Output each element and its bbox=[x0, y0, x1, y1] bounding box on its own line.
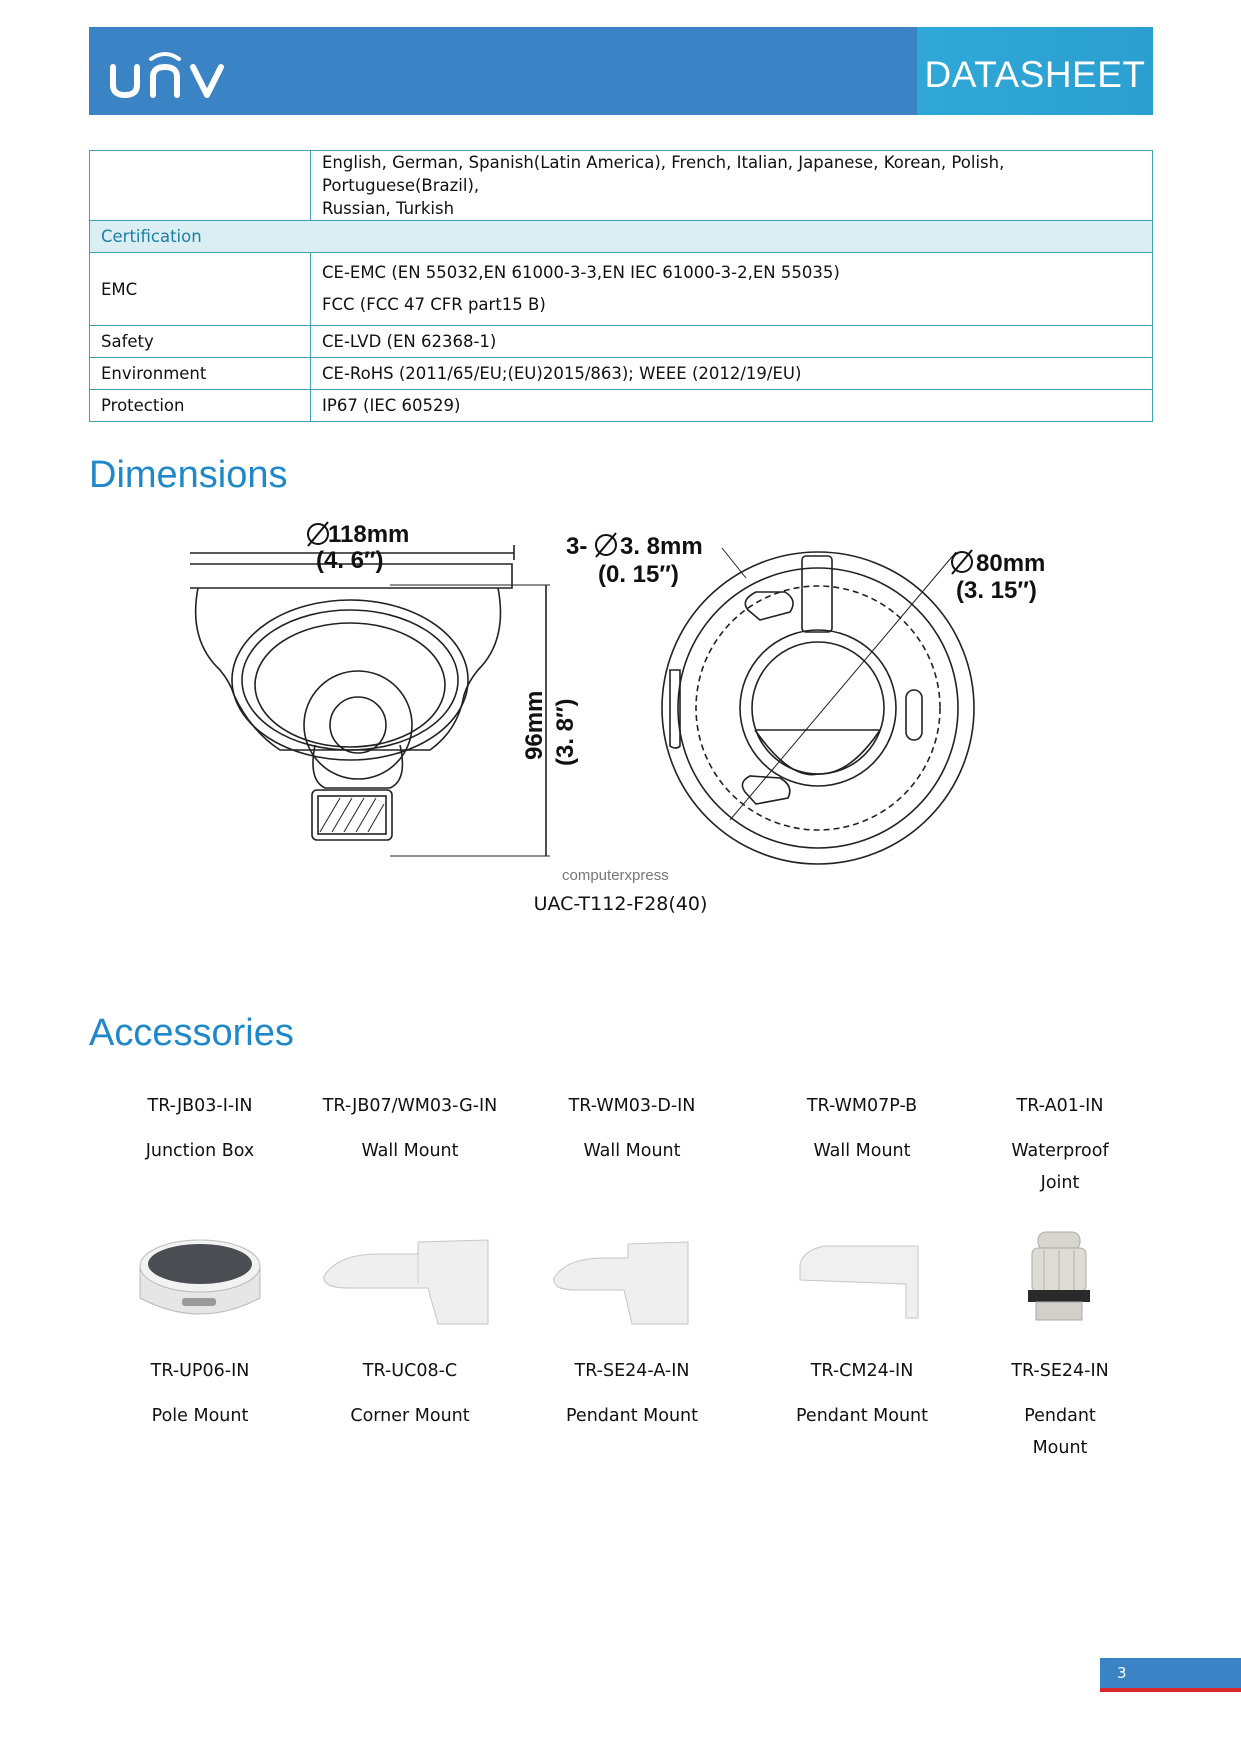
unv-logo bbox=[107, 45, 237, 105]
section-row bbox=[90, 221, 1153, 253]
accessory-item bbox=[542, 1355, 722, 1432]
table-row bbox=[90, 326, 1153, 358]
row-value: CE-LVD (EN 62368-1) bbox=[311, 326, 1153, 358]
accessory-name: Wall Mount bbox=[813, 1141, 911, 1161]
datasheet-label: DATASHEET bbox=[917, 27, 1153, 115]
wall-mount-image bbox=[318, 1228, 494, 1328]
width-in-label: (4. 6″) bbox=[316, 547, 384, 574]
table-row bbox=[90, 358, 1153, 390]
accessory-model: TR-UC08-C bbox=[362, 1361, 458, 1381]
hole-mm-label: 3. 8mm bbox=[620, 533, 703, 560]
accessory-item bbox=[300, 1090, 520, 1167]
accessory-model: TR-A01-IN bbox=[1016, 1096, 1104, 1116]
dimension-drawing bbox=[190, 520, 1070, 890]
accessory-item bbox=[542, 1090, 722, 1167]
accessory-item bbox=[772, 1355, 952, 1432]
row-value bbox=[311, 253, 1153, 326]
accessory-model: TR-SE24-IN bbox=[1011, 1361, 1109, 1381]
header-banner bbox=[89, 27, 1153, 115]
accessory-item bbox=[990, 1090, 1130, 1199]
accessory-model: TR-CM24-IN bbox=[810, 1361, 914, 1381]
accessory-model: TR-WM03-D-IN bbox=[568, 1096, 696, 1116]
base-in-label: (3. 15″) bbox=[956, 577, 1037, 604]
row-key: Safety bbox=[90, 326, 311, 358]
waterproof-joint-image bbox=[1024, 1228, 1094, 1324]
wall-mount-image bbox=[548, 1232, 720, 1332]
accessory-name: Pole Mount bbox=[151, 1406, 249, 1426]
languages-line: English, German, Spanish(Latin America), French, Italian, Japanese, Korean, Polish, Portuguese(Brazil), bbox=[322, 153, 1005, 195]
row-key: Protection bbox=[90, 390, 311, 422]
accessory-name: Wall Mount bbox=[583, 1141, 681, 1161]
accessory-name: Joint bbox=[1040, 1173, 1080, 1193]
accessory-name: Pendant bbox=[1024, 1406, 1096, 1426]
accessory-item bbox=[300, 1355, 520, 1432]
dimensions-heading: Dimensions bbox=[89, 454, 288, 496]
accessory-model: TR-JB07/WM03-G-IN bbox=[322, 1096, 498, 1116]
accessory-name: Waterproof bbox=[1011, 1141, 1109, 1161]
spec-table bbox=[89, 150, 1153, 422]
junction-box-image bbox=[134, 1226, 266, 1326]
table-row bbox=[90, 390, 1153, 422]
row-key: EMC bbox=[90, 253, 311, 326]
value-line: CE-EMC (EN 55032,EN 61000-3-3,EN IEC 61000-3-2,EN 55035) bbox=[322, 263, 840, 282]
svg-text:UNV: UNV bbox=[107, 45, 110, 46]
row-value: CE-RoHS (2011/65/EU;(EU)2015/863); WEEE (2012/19/EU) bbox=[311, 358, 1153, 390]
table-row bbox=[90, 151, 1153, 221]
empty-key-cell bbox=[90, 151, 311, 221]
accessory-model: TR-SE24-A-IN bbox=[574, 1361, 690, 1381]
accessories-heading: Accessories bbox=[89, 1012, 294, 1054]
value-line: FCC (FCC 47 CFR part15 B) bbox=[322, 295, 546, 314]
accessory-item bbox=[120, 1090, 280, 1167]
accessory-name: Junction Box bbox=[145, 1141, 255, 1161]
wall-mount-image bbox=[794, 1240, 926, 1320]
accessory-name: Mount bbox=[1032, 1438, 1088, 1458]
languages-cell bbox=[311, 151, 1153, 221]
row-value: IP67 (IEC 60529) bbox=[311, 390, 1153, 422]
accessory-model: TR-WM07P-B bbox=[806, 1096, 918, 1116]
page-number: 3 bbox=[1100, 1658, 1241, 1692]
section-certification: Certification bbox=[90, 221, 1153, 253]
accessory-model: TR-UP06-IN bbox=[150, 1361, 250, 1381]
accessory-name: Pendant Mount bbox=[796, 1406, 928, 1426]
table-row bbox=[90, 253, 1153, 326]
height-in-label: (3. 8″) bbox=[552, 698, 579, 766]
row-key: Environment bbox=[90, 358, 311, 390]
hole-in-label: (0. 15″) bbox=[598, 561, 679, 588]
languages-line: Russian, Turkish bbox=[322, 199, 455, 218]
accessory-item bbox=[990, 1355, 1130, 1464]
accessory-name: Wall Mount bbox=[361, 1141, 459, 1161]
accessory-model: TR-JB03-I-IN bbox=[147, 1096, 253, 1116]
base-mm-label: 80mm bbox=[976, 550, 1046, 577]
accessory-name: Pendant Mount bbox=[566, 1406, 698, 1426]
watermark-text: computerxpress bbox=[562, 867, 669, 884]
model-caption: UAC-T112-F28(40) bbox=[533, 893, 708, 915]
accessory-item bbox=[120, 1355, 280, 1432]
height-mm-label: 96mm bbox=[521, 690, 548, 760]
accessory-name: Corner Mount bbox=[350, 1406, 470, 1426]
hole-count-label: 3- bbox=[566, 533, 588, 560]
width-mm-label: 118mm bbox=[328, 521, 410, 548]
accessory-item bbox=[772, 1090, 952, 1167]
